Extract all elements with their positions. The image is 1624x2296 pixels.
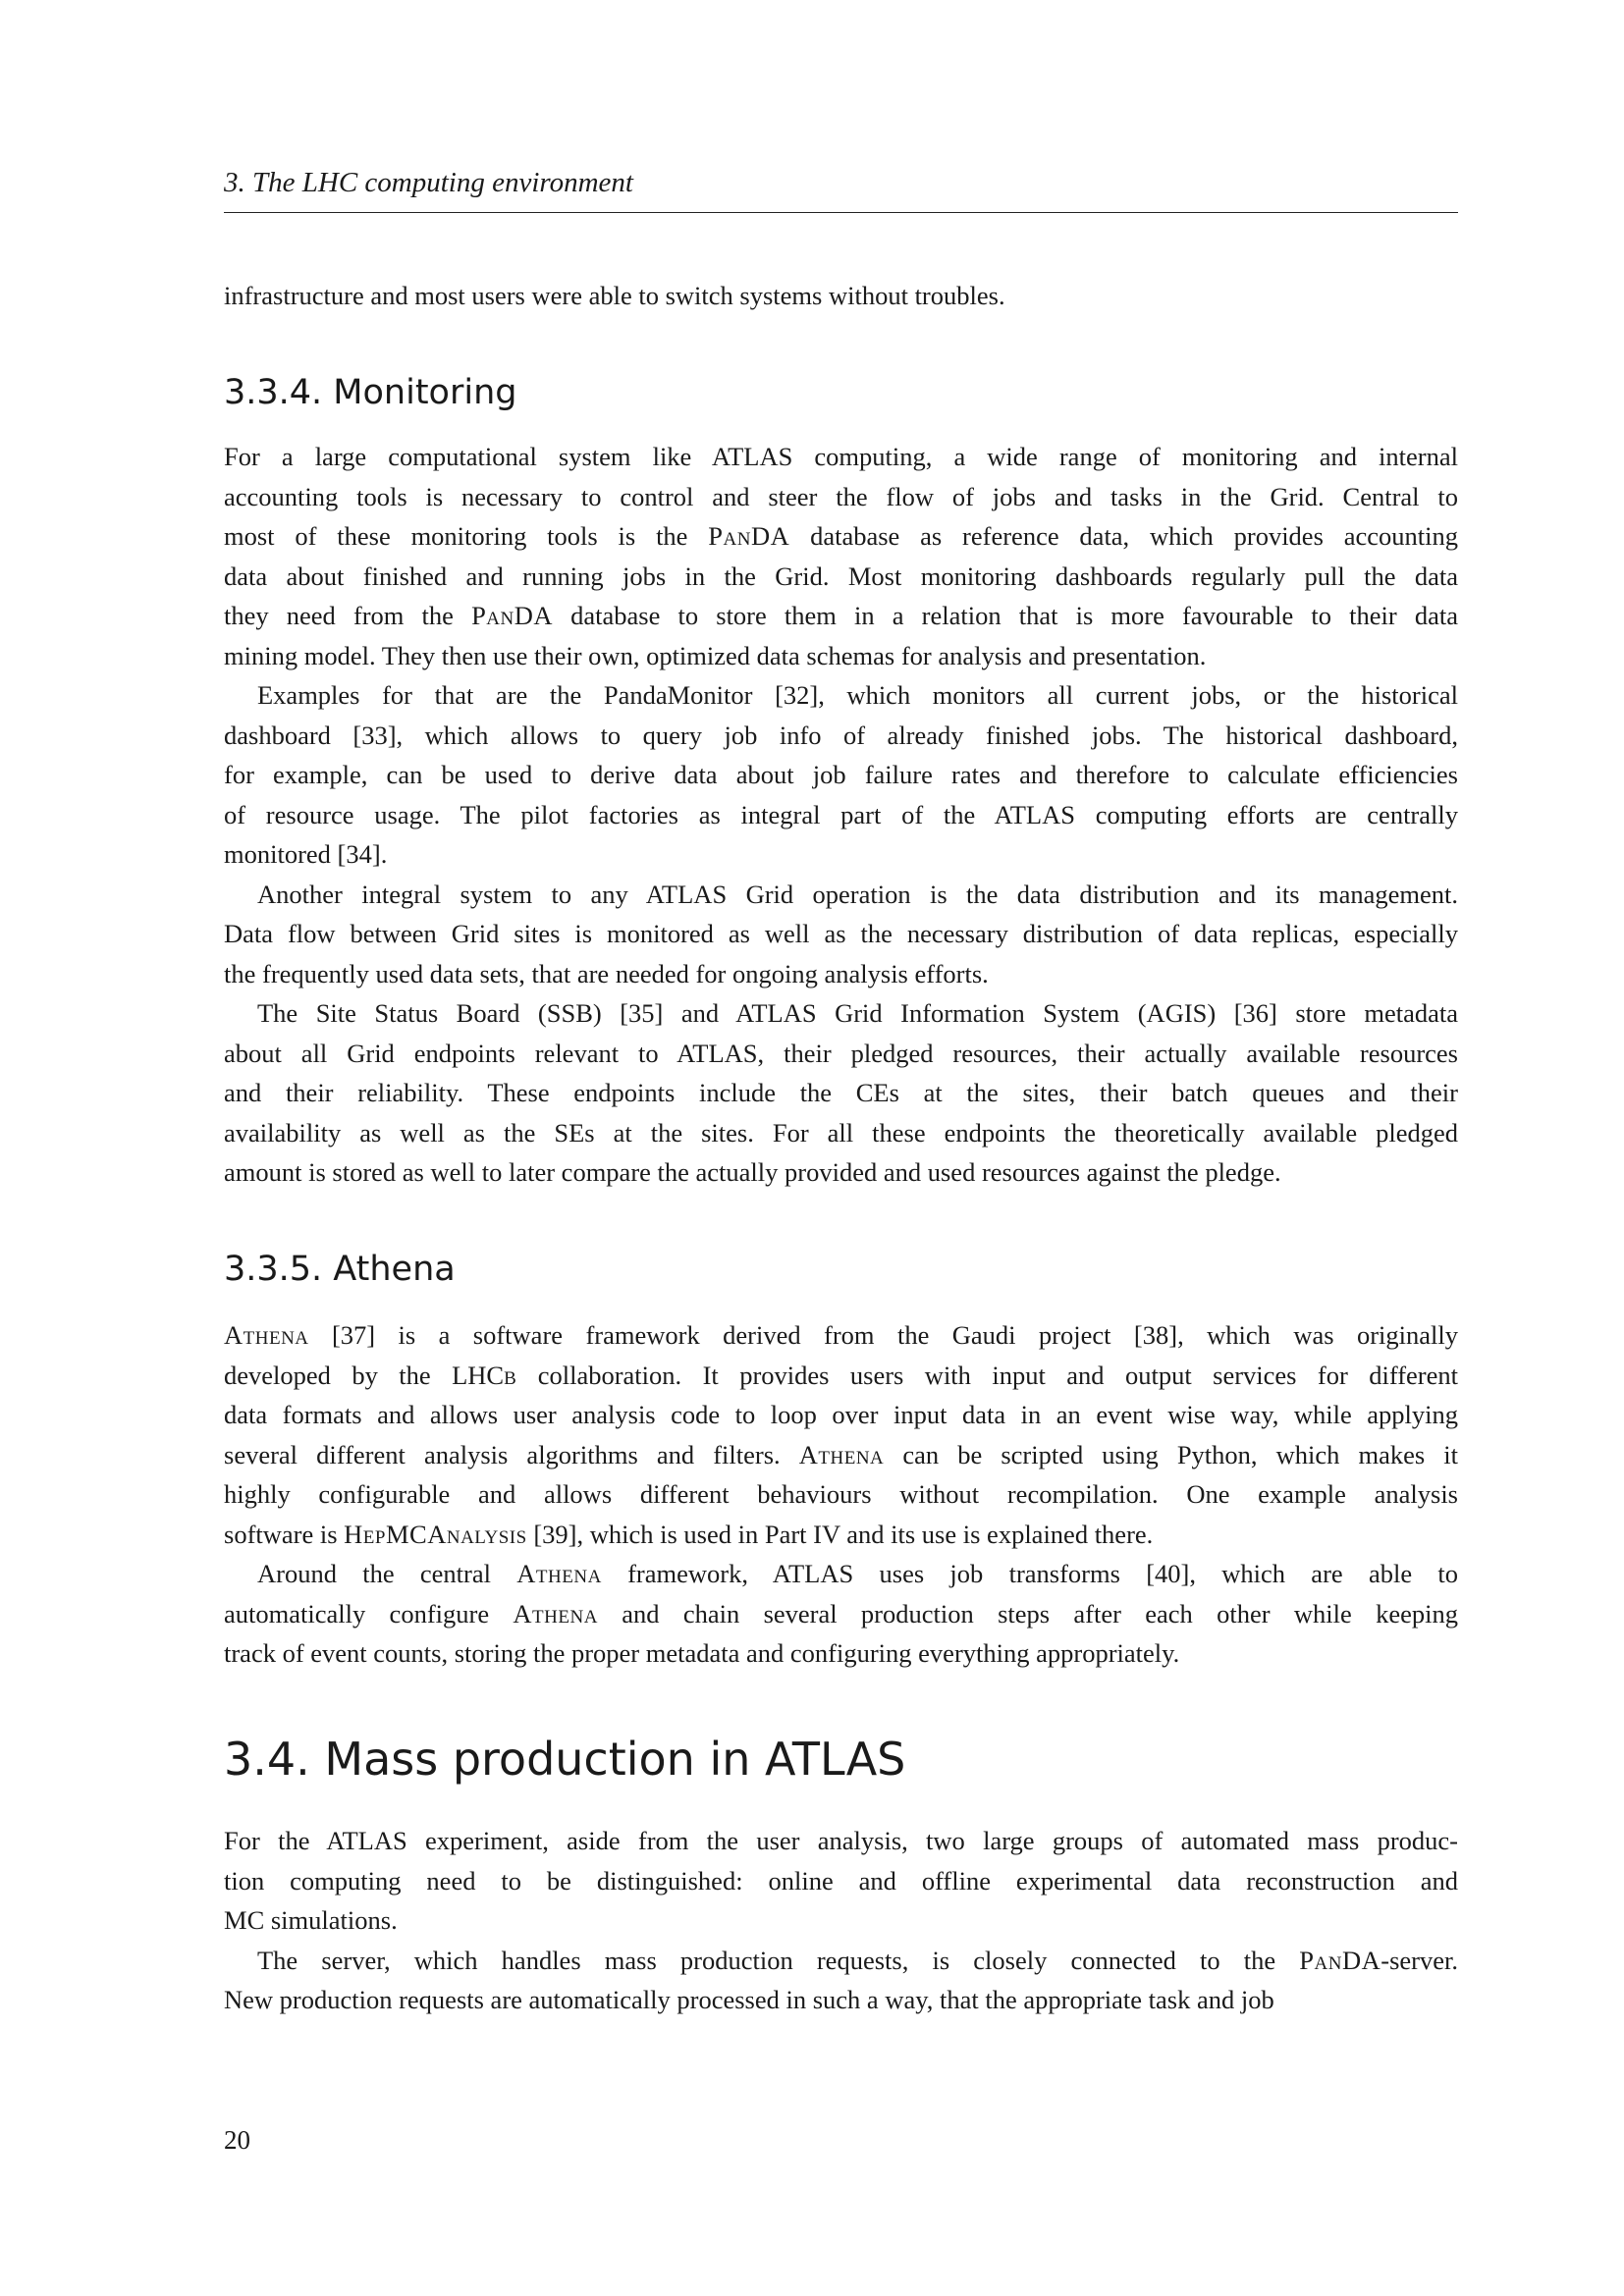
text-run: database to store them in a relation that is more favourable to their data: [553, 601, 1458, 630]
text-run: software is: [224, 1519, 345, 1549]
text-run: Examples for that are the PandaMonitor [32], which monitors all current jobs, or the historical: [257, 680, 1458, 710]
text-line: [224, 954, 1458, 994]
text-run: they need from the: [224, 601, 472, 630]
paragraph: [224, 875, 1458, 994]
small-caps-term: Athena: [513, 1598, 598, 1629]
text-line: [224, 716, 1458, 756]
text-run: highly configurable and allows different behaviours without recompilation. One example analysis: [224, 1479, 1458, 1509]
text-run: The Site Status Board (SSB) [35] and ATLAS Grid Information System (AGIS) [36] store metadata: [257, 998, 1458, 1028]
text-line: [224, 1073, 1458, 1113]
text-run: For a large computational system like ATLAS computing, a wide range of monitoring and internal: [224, 442, 1458, 471]
text-run: The server, which handles mass production requests, is closely connected to the: [257, 1945, 1300, 1975]
text-run: most of these monitoring tools is the: [224, 521, 709, 551]
text-run: [39], which is used in Part IV and its use is explained there.: [526, 1519, 1154, 1549]
text-line: [224, 675, 1458, 716]
small-caps-term: Athena: [224, 1320, 309, 1350]
text-line: [224, 1861, 1458, 1901]
text-run: tion computing need to be distinguished: online and offline experimental data reconstruction and: [224, 1865, 1458, 1896]
text-run: and their reliability. These endpoints include the CEs at the sites, their batch queues and their: [224, 1078, 1458, 1107]
section-3-3-5-heading: 3.3.5. Athena: [224, 1250, 456, 1289]
small-caps-term: b: [504, 1360, 517, 1390]
paragraph: [224, 437, 1458, 675]
text-line: [224, 1356, 1458, 1396]
text-line: [224, 1594, 1458, 1634]
text-run: data formats and allows user analysis code to loop over input data in an event wise way, while applying: [224, 1400, 1458, 1429]
text-run: accounting tools is necessary to control and steer the flow of jobs and tasks in the Grid. Central to: [224, 481, 1458, 511]
page-number: 20: [224, 2125, 250, 2155]
text-run: Another integral system to any ATLAS Grid operation is the data distribution and its management.: [257, 879, 1458, 909]
text-line: [224, 1980, 1458, 2020]
text-run: infrastructure and most users were able to switch systems without troubles.: [224, 281, 1005, 310]
text-line: [224, 1821, 1458, 1861]
text-line: [224, 795, 1458, 835]
small-caps-term: HepMCAnalysis: [344, 1519, 527, 1549]
paragraph: [224, 1315, 1458, 1554]
section-3-3-4-heading: 3.3.4. Monitoring: [224, 373, 517, 412]
text-line: [224, 914, 1458, 954]
running-header: 3. The LHC computing environment: [224, 167, 633, 198]
paragraph: [224, 675, 1458, 875]
text-line: [224, 516, 1458, 557]
text-line: [224, 1474, 1458, 1515]
text-line: [224, 1515, 1458, 1555]
small-caps-term: Athena: [516, 1559, 602, 1588]
paragraph: [224, 1821, 1458, 1941]
text-run: database as reference data, which provides accounting: [789, 521, 1458, 551]
continuation-text: [224, 276, 1458, 316]
text-run: and chain several production steps after each other while keeping: [597, 1598, 1458, 1629]
section-3-4-heading: 3.4. Mass production in ATLAS: [224, 1733, 906, 1786]
text-line: [224, 1113, 1458, 1153]
text-line: [224, 1395, 1458, 1435]
text-line: [224, 1034, 1458, 1074]
text-run: -server.: [1380, 1945, 1458, 1975]
paragraph: [224, 1941, 1458, 2020]
text-line: [224, 437, 1458, 477]
text-line: [224, 636, 1458, 676]
text-line: [224, 477, 1458, 517]
text-run: developed by the LHC: [224, 1360, 505, 1390]
text-run: dashboard [33], which allows to query job info of already finished jobs. The historical dashboard,: [224, 720, 1458, 750]
text-line: [224, 1315, 1458, 1356]
text-run: several different analysis algorithms and filters.: [224, 1439, 799, 1469]
text-run: framework, ATLAS uses job transforms [40], which are able to: [601, 1559, 1458, 1588]
text-line: [224, 1435, 1458, 1475]
small-caps-term: Athena: [798, 1439, 885, 1469]
text-run: can be scripted using Python, which makes it: [884, 1439, 1458, 1469]
small-caps-term: PanDA: [471, 601, 554, 630]
text-run: collaboration. It provides users with input and output services for different: [516, 1360, 1458, 1390]
text-run: MC simulations.: [224, 1905, 398, 1935]
text-line: [224, 1152, 1458, 1193]
text-run: monitored [34].: [224, 839, 388, 869]
text-line: [224, 1941, 1458, 1981]
small-caps-term: PanDA: [1299, 1945, 1381, 1975]
text-run: Data flow between Grid sites is monitored as well as the necessary distribution of data replicas, especially: [224, 919, 1458, 948]
text-run: data about finished and running jobs in the Grid. Most monitoring dashboards regularly pull the data: [224, 561, 1458, 591]
text-run: New production requests are automatically processed in such a way, that the appropriate task and job: [224, 1985, 1274, 2014]
text-run: for example, can be used to derive data about job failure rates and therefore to calculate efficiencies: [224, 760, 1458, 789]
text-run: the frequently used data sets, that are needed for ongoing analysis efforts.: [224, 958, 989, 988]
text-line: [224, 1633, 1458, 1674]
text-line: [224, 875, 1458, 915]
text-run: amount is stored as well to later compare the actually provided and used resources against the pledge.: [224, 1157, 1281, 1187]
text-line: [224, 276, 1458, 316]
text-line: [224, 1900, 1458, 1941]
small-caps-term: PanDA: [708, 521, 790, 551]
text-line: [224, 834, 1458, 875]
text-line: [224, 993, 1458, 1034]
section-3-3-4-text: [224, 437, 1458, 1193]
text-line: [224, 596, 1458, 636]
text-run: about all Grid endpoints relevant to ATLAS, their pledged resources, their actually available resources: [224, 1038, 1458, 1068]
text-run: For the ATLAS experiment, aside from the user analysis, two large groups of automated mass produc-: [224, 1826, 1458, 1855]
text-run: mining model. They then use their own, optimized data schemas for analysis and presentation.: [224, 640, 1207, 670]
text-run: [37] is a software framework derived from the Gaudi project [38], which was originally: [308, 1320, 1458, 1350]
section-3-4-text: [224, 1821, 1458, 2020]
header-rule: [224, 212, 1458, 213]
text-line: [224, 755, 1458, 795]
text-line: [224, 557, 1458, 597]
paragraph: [224, 1554, 1458, 1674]
text-run: automatically configure: [224, 1598, 514, 1629]
paragraph: [224, 993, 1458, 1193]
paragraph: [224, 276, 1458, 316]
text-line: [224, 1554, 1458, 1594]
text-run: availability as well as the SEs at the sites. For all these endpoints the theoretically available pledged: [224, 1117, 1458, 1148]
section-3-3-5-text: [224, 1315, 1458, 1674]
text-run: Around the central: [257, 1559, 517, 1588]
text-run: of resource usage. The pilot factories as integral part of the ATLAS computing efforts are centrally: [224, 799, 1458, 829]
text-run: track of event counts, storing the proper metadata and configuring everything appropriately.: [224, 1638, 1180, 1668]
